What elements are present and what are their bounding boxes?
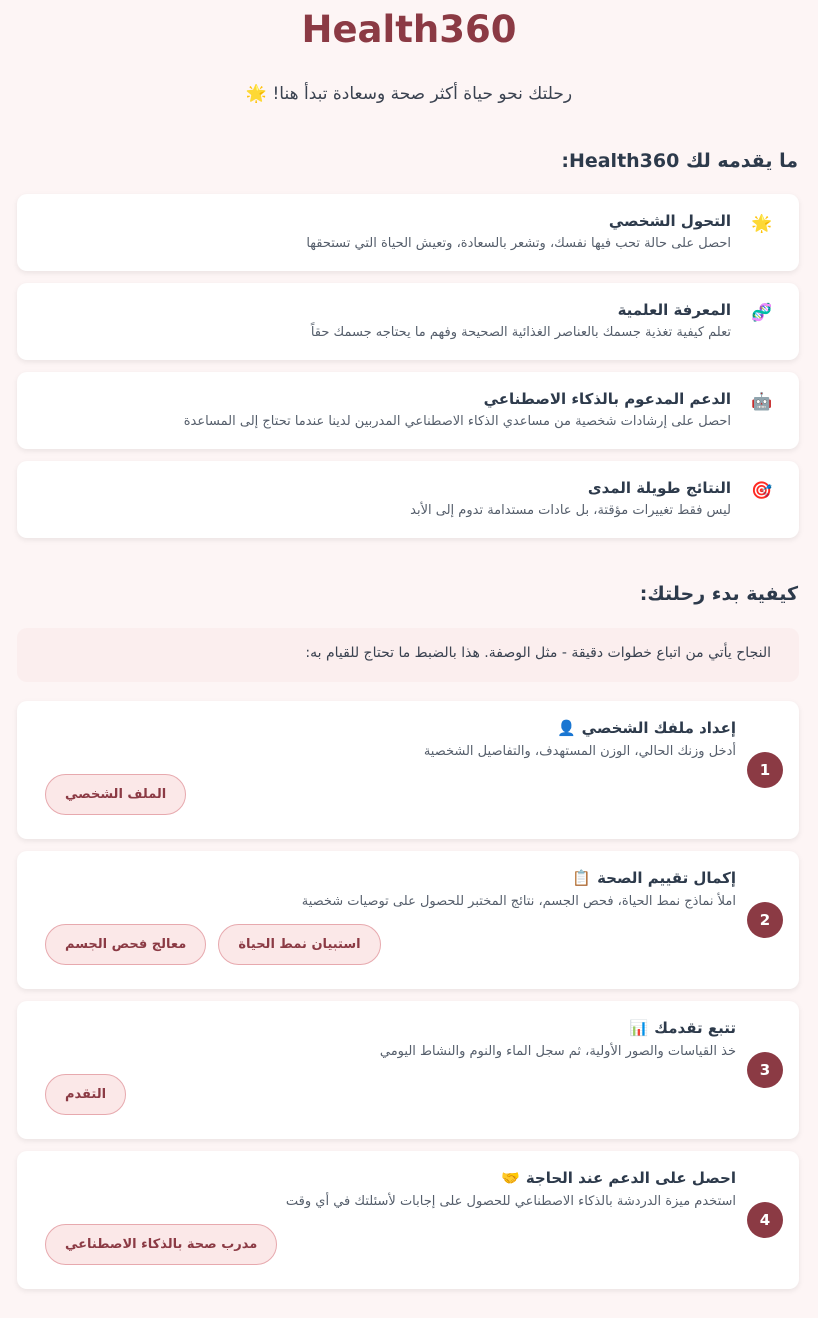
feature-desc: احصل على إرشادات شخصية من مساعدي الذكاء الاصطناعي المدربين لدينا عندما تحتاج إلى المساعدة	[183, 414, 731, 429]
step-title	[630, 1019, 736, 1037]
step-title	[572, 869, 736, 887]
feature-title: النتائج طويلة المدى	[587, 479, 731, 497]
bar-chart-icon: 📊	[629, 1019, 649, 1037]
feature-title: التحول الشخصي	[608, 212, 731, 230]
body-scan-wizard-link-button[interactable]: معالج فحص الجسم	[45, 924, 206, 965]
dna-icon: 🧬	[751, 303, 773, 323]
feature-title: المعرفة العلمية	[617, 301, 731, 319]
feature-desc: احصل على حالة تحب فيها نفسك، وتشعر بالسعادة، وتعيش الحياة التي تستحقها	[306, 236, 731, 251]
step-number-badge: 4	[747, 1202, 783, 1238]
step-title	[501, 1169, 736, 1187]
journey-heading: كيفية بدء رحلتك:	[639, 583, 798, 605]
step-title-text: تتبع تقدمك	[654, 1019, 736, 1037]
step-title-text: إكمال تقييم الصحة	[597, 869, 736, 887]
target-icon: 🎯	[751, 481, 773, 501]
step-desc: املأ نماذج نمط الحياة، فحص الجسم، نتائج المختبر للحصول على توصيات شخصية	[301, 894, 736, 909]
tagline: رحلتك نحو حياة أكثر صحة وسعادة تبدأ هنا! 🌟	[245, 84, 573, 104]
step-actions	[45, 774, 186, 815]
step-title-text: إعداد ملفك الشخصي	[581, 719, 736, 737]
app-title: Health360	[301, 8, 517, 51]
step-desc: خذ القياسات والصور الأولية، ثم سجل الماء والنوم والنشاط اليومي	[379, 1044, 736, 1059]
step-number-badge: 3	[747, 1052, 783, 1088]
robot-icon: 🤖	[751, 392, 773, 412]
step-actions	[45, 1224, 277, 1265]
handshake-icon: 🤝	[501, 1169, 520, 1187]
step-desc: أدخل وزنك الحالي، الوزن المستهدف، والتفاصيل الشخصية	[423, 744, 736, 759]
step-title	[557, 719, 736, 737]
ai-health-coach-link-button[interactable]: مدرب صحة بالذكاء الاصطناعي	[45, 1224, 277, 1265]
step-card-1	[17, 701, 799, 839]
feature-card-transformation	[17, 194, 799, 271]
feature-desc: تعلم كيفية تغذية جسمك بالعناصر الغذائية الصحيحة وفهم ما يحتاجه جسمك حقاً	[310, 325, 731, 340]
step-actions	[45, 924, 381, 965]
star-icon: 🌟	[751, 214, 773, 234]
intro-box	[17, 628, 799, 682]
step-desc: استخدم ميزة الدردشة بالذكاء الاصطناعي للحصول على إجابات لأسئلتك في أي وقت	[285, 1194, 736, 1209]
feature-card-ai-support	[17, 372, 799, 449]
step-number-badge: 2	[747, 902, 783, 938]
intro-text: النجاح يأتي من اتباع خطوات دقيقة - مثل الوصفة. هذا بالضبط ما تحتاج للقيام به:	[305, 645, 771, 661]
progress-link-button[interactable]: التقدم	[45, 1074, 126, 1115]
step-card-2	[17, 851, 799, 989]
feature-card-long-term	[17, 461, 799, 538]
profile-link-button[interactable]: الملف الشخصي	[45, 774, 186, 815]
step-actions	[45, 1074, 126, 1115]
step-number-badge: 1	[747, 752, 783, 788]
feature-title: الدعم المدعوم بالذكاء الاصطناعي	[483, 390, 731, 408]
person-icon: 👤	[556, 719, 576, 737]
step-title-text: احصل على الدعم عند الحاجة	[525, 1169, 736, 1187]
clipboard-icon: 📋	[572, 869, 592, 887]
step-card-3	[17, 1001, 799, 1139]
step-card-4	[17, 1151, 799, 1289]
feature-card-science	[17, 283, 799, 360]
lifestyle-survey-link-button[interactable]: استبيان نمط الحياة	[218, 924, 380, 965]
offer-heading: ما يقدمه لك Health360:	[561, 150, 798, 172]
feature-desc: ليس فقط تغييرات مؤقتة، بل عادات مستدامة تدوم إلى الأبد	[410, 503, 731, 518]
